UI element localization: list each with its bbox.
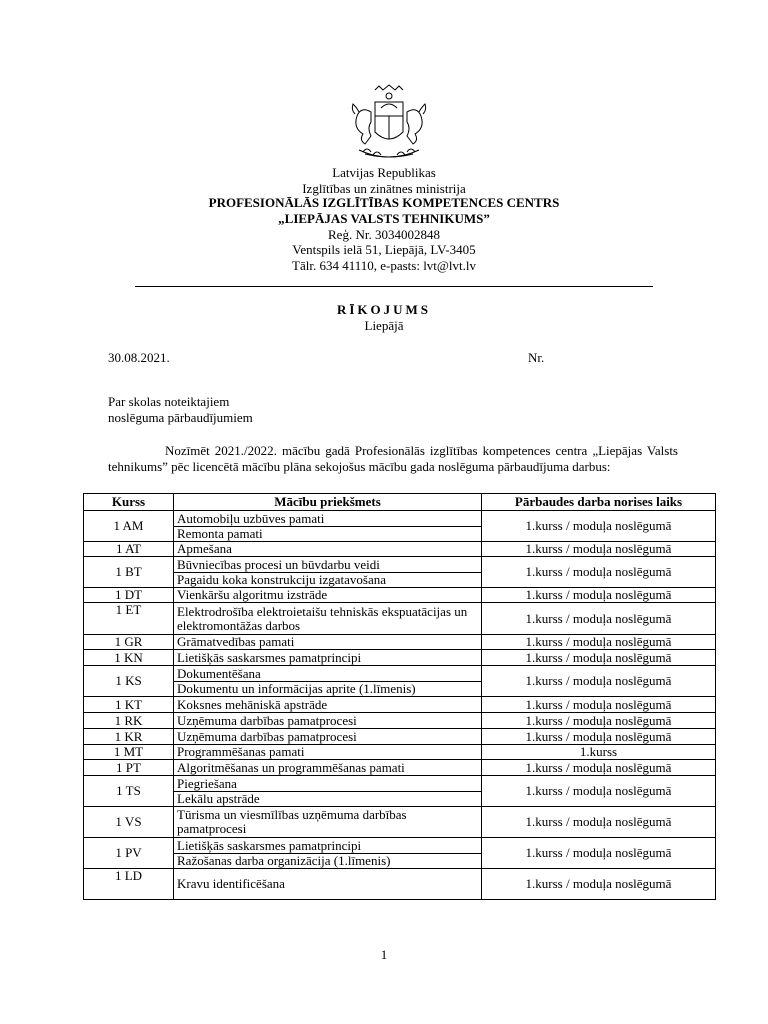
subject-cell: Lietišķās saskarsmes pamatprincipi [174,838,482,854]
column-header-subject: Mācību priekšmets [174,494,482,511]
subject-cell: Programmēšanas pamati [174,745,482,760]
exam-time-cell: 1.kurss / moduļa noslēgumā [482,650,716,666]
subject-cell: Tūrisma un viesmīlības uzņēmuma darbības pamatprocesi [174,807,482,838]
course-code-cell: 1 GR [84,635,174,650]
subject-cell: Uzņēmuma darbības pamatprocesi [174,713,482,729]
course-code-cell: 1 MT [84,745,174,760]
institution-name: PROFESIONĀLĀS IZGLĪTĪBAS KOMPETENCES CENTRS [208,195,560,210]
course-code-cell: 1 AM [84,511,174,542]
document-title: RĪKOJUMS [336,302,432,317]
table-row [84,729,716,745]
table-row [84,760,716,776]
table-row [84,713,716,729]
course-code-cell: 1 KS [84,666,174,697]
order-body-text: Nozīmēt 2021./2022. mācību gadā Profesionālās izglītības kompetences centra „Liepājas Valsts tehnikums” pēc licencētā mācību plāna sekojošus mācību gada noslēguma pārbaudījuma darbus: [108,443,678,474]
subject-cell: Elektrodrošība elektroietaišu tehniskās ekspuatācijas un elektromontāžas darbos [174,603,482,635]
column-header-course: Kurss [84,494,174,511]
table-row [84,635,716,650]
address: Ventspils ielā 51, Liepājā, LV-3405 [292,242,476,257]
document-city: Liepājā [364,318,404,333]
subject-line-1: Par skolas noteiktajiem [108,394,230,409]
subject-cell: Piegriešana [174,776,482,792]
exam-time-cell: 1.kurss / moduļa noslēgumā [482,603,716,635]
table-header-row [84,494,716,511]
course-code-cell: 1 BT [84,557,174,588]
subject-cell: Koksnes mehāniskā apstrāde [174,697,482,713]
exam-time-cell: 1.kurss / moduļa noslēgumā [482,511,716,542]
table-row [84,557,716,573]
exam-time-cell: 1.kurss / moduļa noslēgumā [482,807,716,838]
course-code-cell: 1 AT [84,542,174,557]
contacts: Tālr. 634 41110, e-pasts: lvt@lvt.lv [292,258,476,273]
exam-time-cell: 1.kurss / moduļa noslēgumā [482,838,716,869]
exams-table [83,493,716,900]
exam-time-cell: 1.kurss / moduļa noslēgumā [482,869,716,900]
table-row [84,745,716,760]
coat-of-arms-icon [341,84,437,164]
subject-cell: Dokumentēšana [174,666,482,682]
exam-time-cell: 1.kurss / moduļa noslēgumā [482,729,716,745]
table-row [84,838,716,854]
subject-cell: Apmešana [174,542,482,557]
exam-time-cell: 1.kurss / moduļa noslēgumā [482,713,716,729]
course-code-cell: 1 DT [84,588,174,603]
table-row [84,650,716,666]
column-header-time: Pārbaudes darba norises laiks [482,494,716,511]
exam-time-cell: 1.kurss / moduļa noslēgumā [482,557,716,588]
subject-cell: Vienkāršu algoritmu izstrāde [174,588,482,603]
subject-cell: Ražošanas darba organizācija (1.līmenis) [174,854,482,869]
table-body [84,511,716,900]
subject-cell: Automobiļu uzbūves pamati [174,511,482,527]
exam-time-cell: 1.kurss / moduļa noslēgumā [482,666,716,697]
course-code-cell: 1 KR [84,729,174,745]
table-row [84,603,716,635]
course-code-cell: 1 PV [84,838,174,869]
page-number: 1 [380,947,388,962]
table-row [84,807,716,838]
republic-name: Latvijas Republikas [332,165,436,180]
exam-time-cell: 1.kurss / moduļa noslēgumā [482,776,716,807]
course-code-cell: 1 ET [84,603,174,635]
table-row [84,666,716,682]
ministry-name: Izglītības un zinātnes ministrija [302,181,466,196]
subject-cell: Kravu identificēšana [174,869,482,900]
exam-time-cell: 1.kurss / moduļa noslēgumā [482,542,716,557]
school-name: „LIEPĀJAS VALSTS TEHNIKUMS” [278,211,490,226]
course-code-cell: 1 RK [84,713,174,729]
subject-cell: Uzņēmuma darbības pamatprocesi [174,729,482,745]
table-row [84,542,716,557]
table-row [84,588,716,603]
exam-time-cell: 1.kurss / moduļa noslēgumā [482,760,716,776]
subject-cell: Remonta pamati [174,527,482,542]
course-code-cell: 1 LD [84,869,174,900]
subject-cell: Dokumentu un informācijas aprite (1.līmenis) [174,682,482,697]
subject-cell: Pagaidu koka konstrukciju izgatavošana [174,573,482,588]
exam-time-cell: 1.kurss / moduļa noslēgumā [482,588,716,603]
table-row [84,869,716,900]
exam-time-cell: 1.kurss / moduļa noslēgumā [482,635,716,650]
course-code-cell: 1 VS [84,807,174,838]
subject-cell: Algoritmēšanas un programmēšanas pamati [174,760,482,776]
header-divider [135,286,653,287]
exam-time-cell: 1.kurss [482,745,716,760]
subject-cell: Grāmatvedības pamati [174,635,482,650]
exam-time-cell: 1.kurss / moduļa noslēgumā [482,697,716,713]
subject-cell: Būvniecības procesi un būvdarbu veidi [174,557,482,573]
course-code-cell: 1 PT [84,760,174,776]
course-code-cell: 1 KN [84,650,174,666]
document-number-label: Nr. [528,350,545,365]
table-row [84,511,716,527]
table-row [84,776,716,792]
subject-cell: Lekālu apstrāde [174,792,482,807]
registration-number: Reģ. Nr. 3034002848 [328,227,440,242]
subject-cell: Lietišķās saskarsmes pamatprincipi [174,650,482,666]
table-row [84,697,716,713]
subject-line-2: noslēguma pārbaudījumiem [108,410,253,425]
course-code-cell: 1 KT [84,697,174,713]
document-date: 30.08.2021. [108,350,170,365]
course-code-cell: 1 TS [84,776,174,807]
